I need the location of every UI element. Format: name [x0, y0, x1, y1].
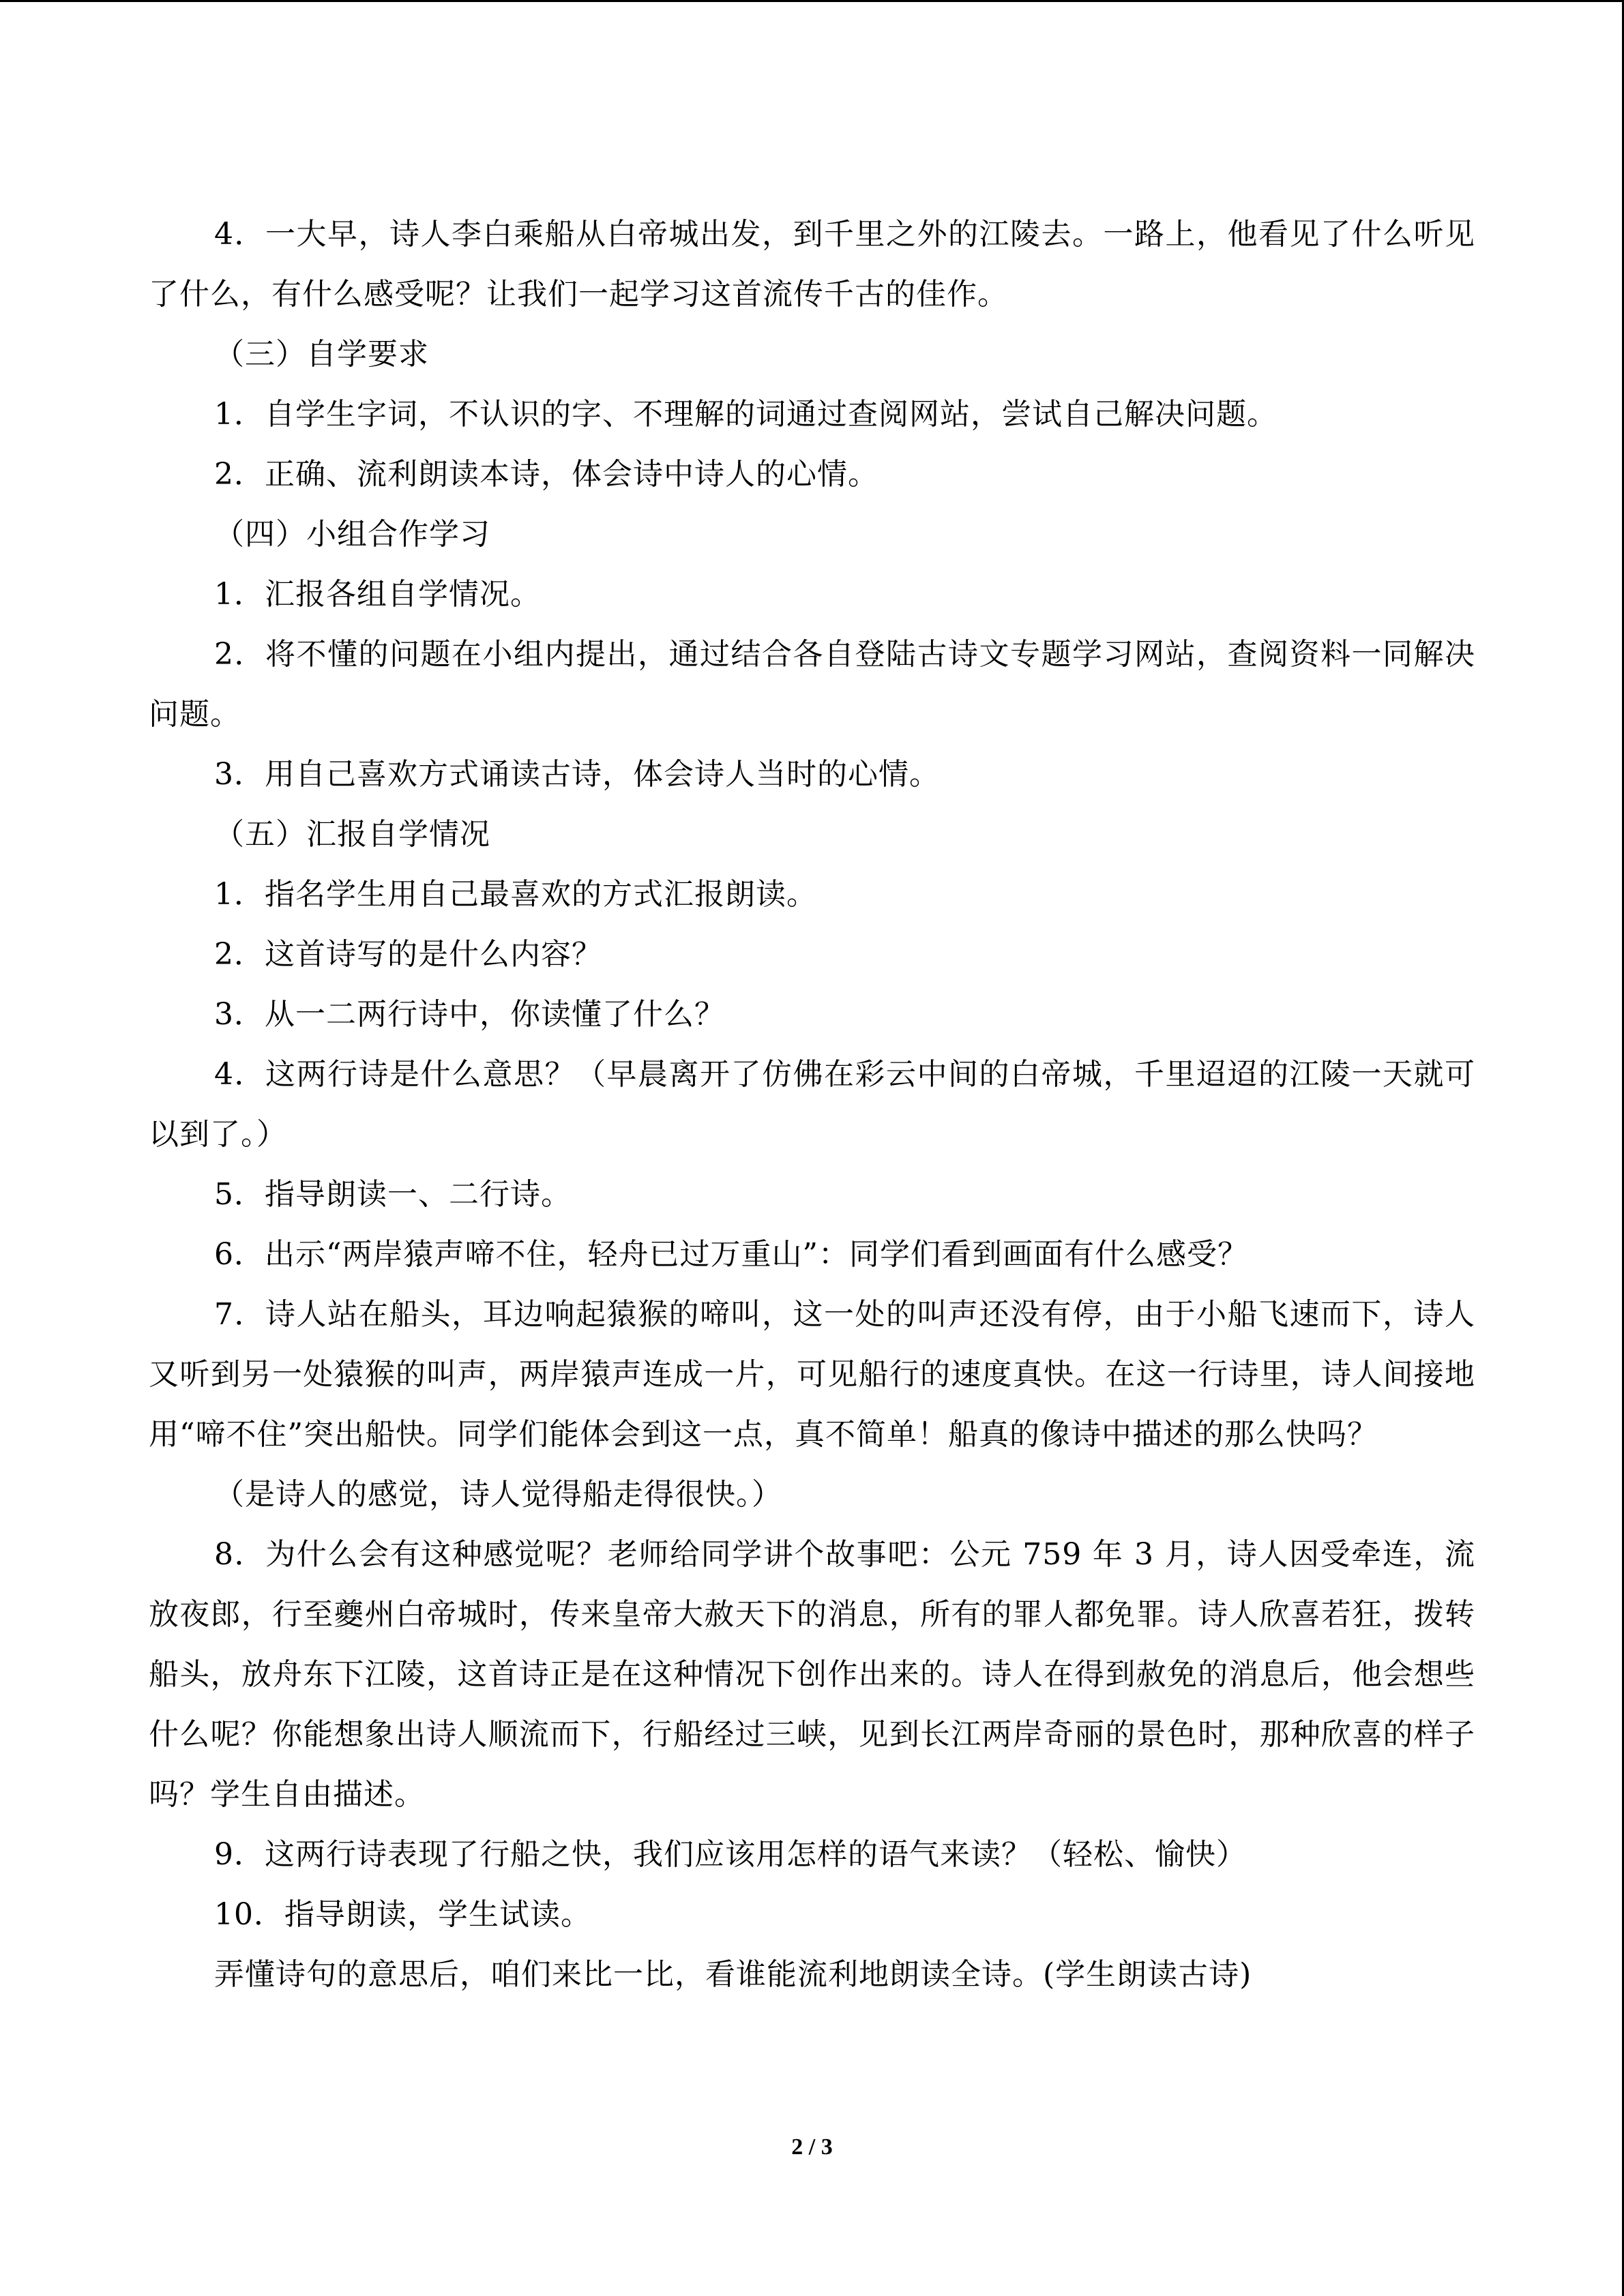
paragraph-4-intro: 4．一大早，诗人李白乘船从白帝城出发，到千里之外的江陵去。一路上，他看见了什么听见了什么，有什么感受呢？让我们一起学习这首流传千古的佳作。: [149, 217, 1475, 312]
list-item-self-study-1: 1．自学生字词，不认识的字、不理解的词通过查阅网站，尝试自己解决问题。: [214, 397, 1278, 432]
list-item-group-1: 1．汇报各组自学情况。: [214, 577, 541, 612]
list-item-self-study-2: 2．正确、流利朗读本诗，体会诗中诗人的心情。: [214, 457, 879, 492]
closing-paragraph: 弄懂诗句的意思后，咱们来比一比，看谁能流利地朗读全诗。(学生朗读古诗): [214, 1957, 1252, 1992]
answer-note: （是诗人的感觉，诗人觉得船走得很快。）: [214, 1477, 782, 1512]
list-item-report-10: 10．指导朗读，学生试读。: [214, 1897, 591, 1932]
section-heading-report: （五）汇报自学情况: [214, 817, 490, 852]
top-border-line: [0, 0, 1624, 2]
list-item-report-9: 9．这两行诗表现了行船之快，我们应该用怎样的语气来读？（轻松、愉快）: [214, 1837, 1247, 1872]
list-item-report-2: 2．这首诗写的是什么内容？: [214, 937, 602, 972]
list-item-report-3: 3．从一二两行诗中，你读懂了什么？: [214, 997, 725, 1032]
section-heading-group-study: （四）小组合作学习: [214, 517, 490, 552]
document-body: [149, 205, 1475, 2005]
list-item-group-3: 3．用自己喜欢方式诵读古诗，体会诗人当时的心情。: [214, 757, 940, 792]
list-item-report-4: 4．这两行诗是什么意思？（早晨离开了仿佛在彩云中间的白帝城，千里迢迢的江陵一天就可以到了。）: [149, 1057, 1475, 1152]
list-item-report-7: 7．诗人站在船头，耳边响起猿猴的啼叫，这一处的叫声还没有停，由于小船飞速而下，诗人又听到另一处猿猴的叫声，两岸猿声连成一片，可见船行的速度真快。在这一行诗里，诗人间接地用“啼不住”突出船快。同学们能体会到这一点，真不简单！船真的像诗中描述的那么快吗？: [149, 1297, 1475, 1452]
list-item-report-5: 5．指导朗读一、二行诗。: [214, 1177, 572, 1212]
list-item-report-8: 8．为什么会有这种感觉呢？老师给同学讲个故事吧：公元 759 年 3 月，诗人因受牵连，流放夜郎，行至夔州白帝城时，传来皇帝大赦天下的消息，所有的罪人都免罪。诗人欣喜若狂，拨转船头，放舟东下江陵，这首诗正是在这种情况下创作出来的。诗人在得到赦免的消息后，他会想些什么呢？你能想象出诗人顺流而下，行船经过三峡，见到长江两岸奇丽的景色时，那种欣喜的样子吗？学生自由描述。: [149, 1537, 1475, 1812]
list-item-report-6: 6．出示“两岸猿声啼不住，轻舟已过万重山”：同学们看到画面有什么感受？: [214, 1237, 1248, 1272]
list-item-report-1: 1．指名学生用自己最喜欢的方式汇报朗读。: [214, 877, 817, 912]
list-item-group-2: 2．将不懂的问题在小组内提出，通过结合各自登陆古诗文专题学习网站，查阅资料一同解决问题。: [149, 637, 1475, 732]
page-number: 2 / 3: [791, 2134, 833, 2160]
section-heading-self-study-requirements: （三）自学要求: [214, 337, 429, 372]
